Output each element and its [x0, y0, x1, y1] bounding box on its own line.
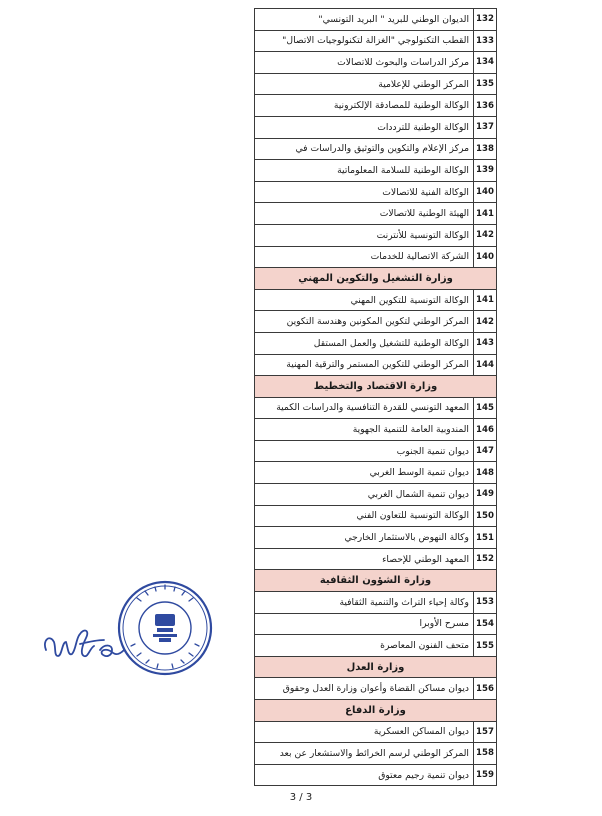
organization-name: المركز الوطني للإعلامية	[255, 73, 474, 95]
ministry-section-row	[255, 570, 497, 592]
table-row	[255, 721, 497, 743]
organization-name: المركز الوطني للتكوين المستمر والترقية المهنية	[255, 354, 474, 376]
organization-name: وكالة النهوض بالاستثمار الخارجي	[255, 527, 474, 549]
table-row	[255, 116, 497, 138]
row-number: 153	[474, 592, 497, 614]
organization-name: ديوان تنمية رجيم معتوق	[255, 764, 474, 786]
table-row	[255, 743, 497, 765]
row-number: 144	[474, 354, 497, 376]
organizations-table	[254, 8, 497, 786]
organization-name: مركز الدراسات والبحوث للاتصالات	[255, 52, 474, 74]
table-row	[255, 289, 497, 311]
organization-name: المعهد الوطني للإحصاء	[255, 548, 474, 570]
official-stamp	[113, 576, 217, 680]
organization-name: الهيئة الوطنية للاتصالات	[255, 203, 474, 225]
row-number: 146	[474, 419, 497, 441]
table-row	[255, 73, 497, 95]
organization-name: الوكالة التونسية للتكوين المهني	[255, 289, 474, 311]
organization-name: مركز الإعلام والتكوين والتوثيق والدراسات في	[255, 138, 474, 160]
organization-name: ديوان تنمية الوسط الغربي	[255, 462, 474, 484]
organization-name: متحف الفنون المعاصرة	[255, 635, 474, 657]
table-row	[255, 354, 497, 376]
table-row	[255, 397, 497, 419]
row-number: 154	[474, 613, 497, 635]
organization-name: ديوان مساكن القضاة وأعوان وزارة العدل وحقوق	[255, 678, 474, 700]
row-number: 156	[474, 678, 497, 700]
ministry-title: وزارة الشؤون الثقافية	[255, 570, 497, 592]
row-number: 155	[474, 635, 497, 657]
ministry-title: وزارة الدفاع	[255, 700, 497, 722]
table-row	[255, 613, 497, 635]
row-number: 145	[474, 397, 497, 419]
organization-name: مسرح الأوبرا	[255, 613, 474, 635]
table-row	[255, 635, 497, 657]
row-number: 134	[474, 52, 497, 74]
table-row	[255, 462, 497, 484]
row-number: 136	[474, 95, 497, 117]
row-number: 147	[474, 440, 497, 462]
organization-name: الوكالة التونسية للأنترنت	[255, 224, 474, 246]
table-row	[255, 30, 497, 52]
row-number: 150	[474, 505, 497, 527]
organization-name: ديوان تنمية الجنوب	[255, 440, 474, 462]
table-row	[255, 527, 497, 549]
organization-name: الوكالة الفنية للاتصالات	[255, 181, 474, 203]
organization-name: القطب التكنولوجي "الغزالة لتكنولوجيات الاتصال"	[255, 30, 474, 52]
organization-name: ديوان المساكن العسكرية	[255, 721, 474, 743]
table-row	[255, 181, 497, 203]
table-row	[255, 311, 497, 333]
table-row	[255, 678, 497, 700]
ministry-section-row	[255, 376, 497, 398]
row-number: 132	[474, 9, 497, 31]
table-row	[255, 138, 497, 160]
row-number: 140	[474, 181, 497, 203]
row-number: 152	[474, 548, 497, 570]
table-row	[255, 484, 497, 506]
table-row	[255, 203, 497, 225]
table-row	[255, 505, 497, 527]
ministry-title: وزارة العدل	[255, 656, 497, 678]
row-number: 137	[474, 116, 497, 138]
table-row	[255, 160, 497, 182]
organization-name: الوكالة الوطنية للسلامة المعلوماتية	[255, 160, 474, 182]
row-number: 151	[474, 527, 497, 549]
organization-name: الوكالة الوطنية للترددات	[255, 116, 474, 138]
row-number: 139	[474, 160, 497, 182]
ministry-title: وزارة الاقتصاد والتخطيط	[255, 376, 497, 398]
row-number: 142	[474, 224, 497, 246]
row-number: 140	[474, 246, 497, 268]
row-number: 141	[474, 203, 497, 225]
table-row	[255, 52, 497, 74]
organization-name: الديوان الوطني للبريد " البريد التونسي"	[255, 9, 474, 31]
table-row	[255, 440, 497, 462]
organization-name: الوكالة التونسية للتعاون الفني	[255, 505, 474, 527]
ministry-section-row	[255, 268, 497, 290]
row-number: 138	[474, 138, 497, 160]
row-number: 149	[474, 484, 497, 506]
ministry-section-row	[255, 656, 497, 678]
ministry-title: وزارة التشغيل والتكوين المهني	[255, 268, 497, 290]
ministry-section-row	[255, 700, 497, 722]
row-number: 159	[474, 764, 497, 786]
table-row	[255, 246, 497, 268]
row-number: 158	[474, 743, 497, 765]
organization-name: المركز الوطني لتكوين المكونين وهندسة التكوين	[255, 311, 474, 333]
table-row	[255, 332, 497, 354]
organization-name: الشركة الاتصالية للخدمات	[255, 246, 474, 268]
table-body	[255, 9, 497, 786]
row-number: 135	[474, 73, 497, 95]
organization-name: المعهد التونسي للقدرة التنافسية والدراسات الكمية	[255, 397, 474, 419]
organization-name: المندوبية العامة للتنمية الجهوية	[255, 419, 474, 441]
row-number: 157	[474, 721, 497, 743]
table-row	[255, 224, 497, 246]
organization-name: وكالة إحياء التراث والتنمية الثقافية	[255, 592, 474, 614]
row-number: 148	[474, 462, 497, 484]
row-number: 142	[474, 311, 497, 333]
row-number: 141	[474, 289, 497, 311]
organization-name: الوكالة الوطنية للتشغيل والعمل المستقل	[255, 332, 474, 354]
table-row	[255, 95, 497, 117]
table-row	[255, 548, 497, 570]
organization-name: ديوان تنمية الشمال الغربي	[255, 484, 474, 506]
row-number: 133	[474, 30, 497, 52]
table-row	[255, 764, 497, 786]
table-row	[255, 592, 497, 614]
table-row	[255, 419, 497, 441]
organization-name: المركز الوطني لرسم الخرائط والاستشعار عن بعد	[255, 743, 474, 765]
organization-name: الوكالة الوطنية للمصادقة الإلكترونية	[255, 95, 474, 117]
page-number: 3 / 3	[289, 792, 313, 803]
table-row	[255, 9, 497, 31]
row-number: 143	[474, 332, 497, 354]
